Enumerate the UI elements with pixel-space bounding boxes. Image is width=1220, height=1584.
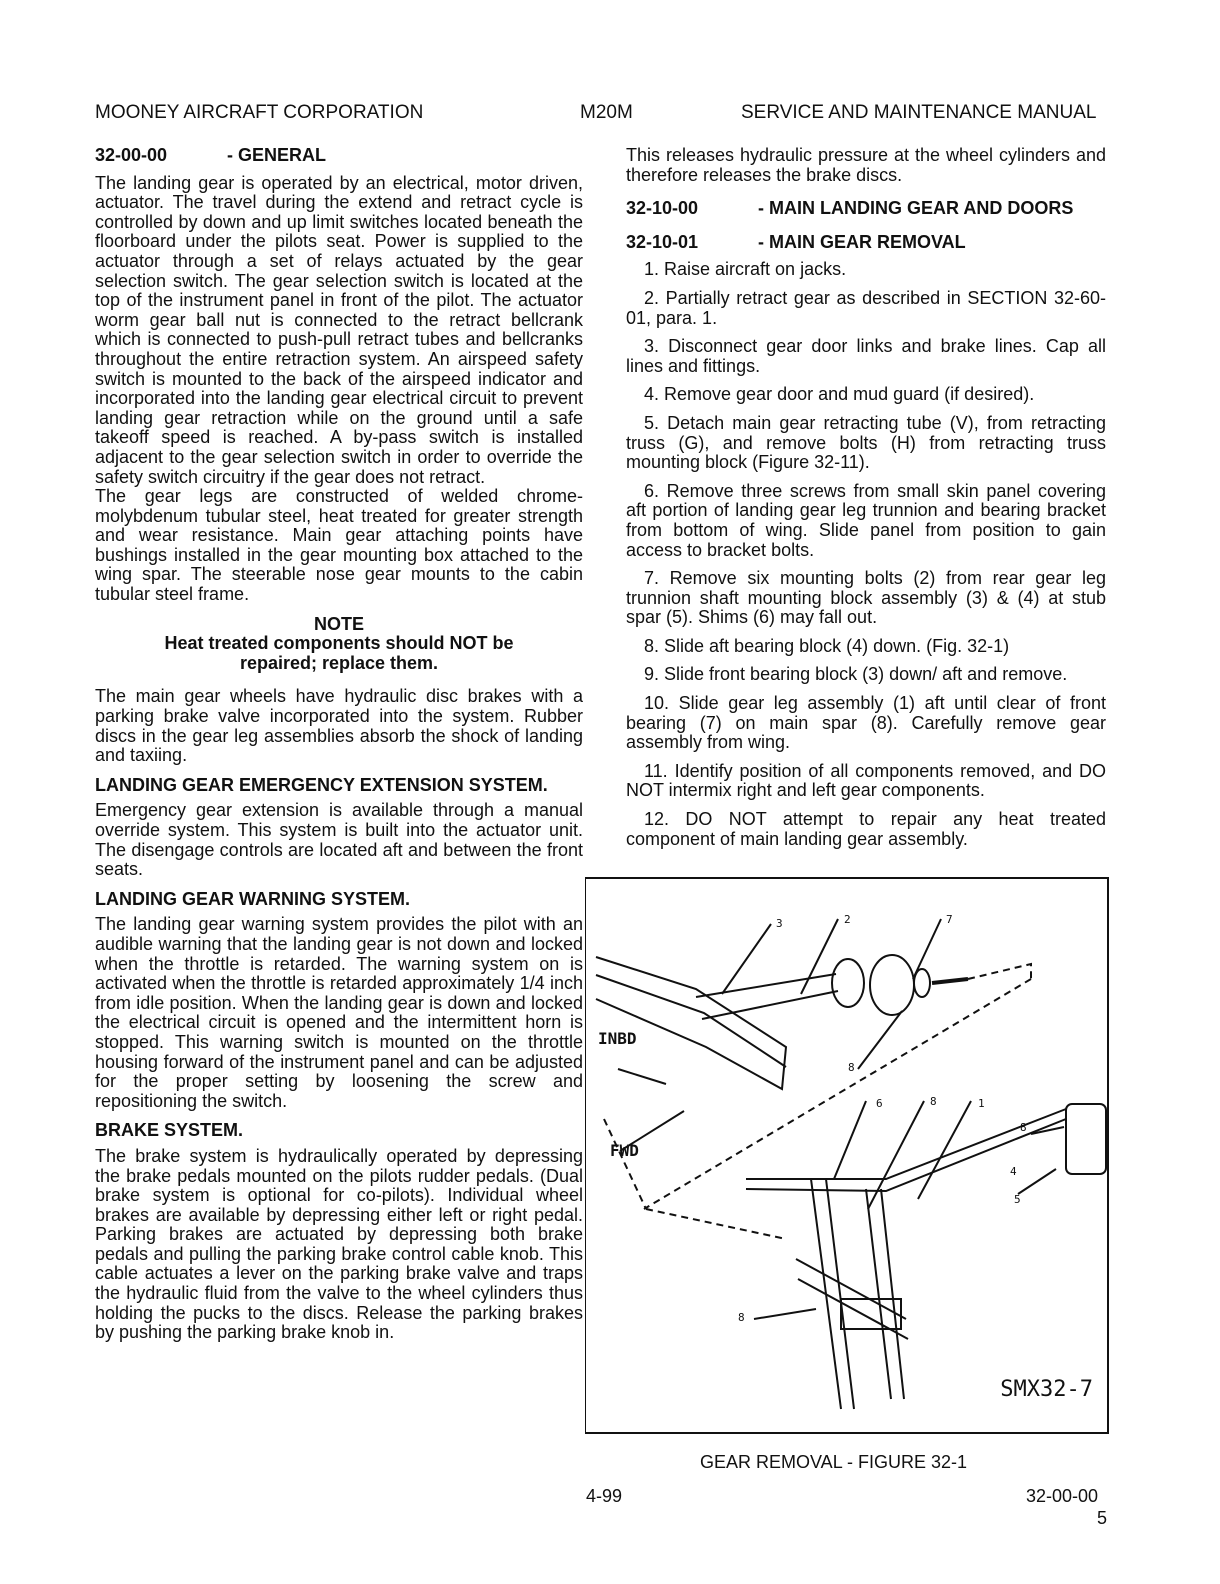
- trunnion-shaft: [696, 974, 838, 1019]
- note-line-2: repaired; replace them.: [239, 652, 439, 673]
- gear-removal-figure: [585, 877, 1109, 1434]
- note-line-1: Heat treated components should NOT be: [164, 633, 514, 654]
- note-title: NOTE: [313, 613, 364, 634]
- gear-leg-strut: [746, 1109, 1066, 1191]
- removal-step: 7. Remove six mounting bolts (2) from rear gear leg trunnion shaft mounting block assembly (3) & (4) at stub spar (5). Shims (6) may fall out.: [626, 568, 1106, 628]
- removal-step: 2. Partially retract gear as described in SECTION 32-60-01, para. 1.: [626, 287, 1106, 328]
- gear-leg-tube: [811, 1179, 854, 1409]
- callout-2: 2: [844, 913, 851, 926]
- wing-spar-shape: [596, 957, 786, 1089]
- mounting-bolt: [932, 979, 968, 983]
- bearing-disc: [870, 955, 914, 1015]
- header-manual: SERVICE AND MAINTENANCE MANUAL: [741, 102, 1097, 123]
- footer-page-left: 4-99: [586, 1486, 623, 1506]
- callout-8c: 8: [1020, 1121, 1027, 1134]
- callout-6: 6: [876, 1097, 883, 1110]
- section-code: 32-10-00: [626, 198, 699, 219]
- note-block: [95, 615, 583, 674]
- inbd-label: INBD: [598, 1029, 637, 1048]
- direction-arrows: [618, 1069, 684, 1151]
- callout-5: 5: [1014, 1193, 1021, 1206]
- warning-system-paragraph: The landing gear warning system provides the pilot with an audible warning that the landing gear is not down and locked when the throttle is retarded. The warning system on is activated when the throttle is retarded approximately 1/4 inch from idle position. When the landing gear is down and locked the electrical circuit is opened and the intermittent horn is stopped. This warning switch is mounted on the throttle housing forward of the instrument panel and can be adjusted for the proper setting by loosening the screw and repositioning the switch.: [95, 914, 583, 1111]
- callout-1: 1: [978, 1097, 985, 1110]
- footer-page-number: 5: [1097, 1508, 1108, 1528]
- callout-8b: 8: [930, 1095, 937, 1108]
- removal-step: 3. Disconnect gear door links and brake lines. Cap all lines and fittings.: [626, 336, 1106, 376]
- brake-system-paragraph: The brake system is hydraulically operated by depressing the brake pedals mounted on the pilots rudder pedals. (Dual brake system is optional for co-pilots). Individual wheel brakes are available by depressing either left or right pedal. Parking brakes are actuated by depressing both brake pedals and pulling the parking brake control cable knob. This cable actuates a lever on the parking brake valve and traps the hydraulic fluid from the valve to the wheel cylinders thus holding the pucks to the discs. Release the parking brakes by pushing the parking brake knob in.: [95, 1145, 583, 1343]
- callout-8d: 8: [738, 1311, 745, 1324]
- callout-leaders: [754, 1101, 1064, 1319]
- section-title: - GENERAL: [227, 145, 326, 165]
- assembly-guide-lines: [604, 964, 1031, 1239]
- callout-3: 3: [776, 917, 783, 930]
- footer-section: 32-00-00: [1026, 1486, 1099, 1506]
- removal-step: 6. Remove three screws from small skin panel covering aft portion of landing gear leg trunnion and bearing bracket from bottom of wing. Slide panel from position to gain access to bracket bolts.: [626, 480, 1106, 560]
- removal-step: 8. Slide aft bearing block (4) down. (Fig. 32-1): [644, 635, 1010, 656]
- figure-id: SMX32-7: [1000, 1377, 1093, 1402]
- removal-step: 11. Identify position of all components removed, and DO NOT intermix right and left gear components.: [626, 760, 1106, 801]
- gear-diagram: [586, 879, 1107, 1432]
- general-paragraph-1: The landing gear is operated by an electrical, motor driven, actuator. The travel during the extend and retract cycle is controlled by down and up limit switches located beneath the floorboard under the pilots seat. Power is supplied to the actuator through a set of relays actuated by the gear selection switch. The gear selection switch is located at the top of the instrument panel in front of the pilot. The actuator worm gear ball nut is connected to the retract bellcrank which is connected to push-pull retract tubes and bellcranks throughout the entire retraction system. An airspeed safety switch is mounted to the back of the airspeed indicator and incorporated into the landing gear electrical circuit to prevent landing gear retraction while on the ground until a safe takeoff speed is reached. A by-pass switch is installed adjacent to the gear selection switch in order to override the safety switch circuitry if the gear does not retract.: [95, 172, 583, 487]
- left-column: [95, 146, 583, 1353]
- removal-step: 12. DO NOT attempt to repair any heat treated component of main landing gear assembly.: [626, 809, 1106, 849]
- removal-step: 10. Slide gear leg assembly (1) aft until clear of front bearing (7) on main spar (8). Carefully remove gear assembly from wing.: [626, 693, 1106, 753]
- fwd-label: FWD: [610, 1141, 639, 1160]
- section-gear-removal-heading: [626, 233, 1106, 253]
- removal-step: 5. Detach main gear retracting tube (V), from retracting truss (G), and remove bolts (H) from retracting truss mounting block (Figure 32-11).: [626, 412, 1106, 473]
- brakes-paragraph: The main gear wheels have hydraulic disc brakes with a parking brake valve incorporated into the system. Rubber discs in the gear leg assemblies absorb the shock of landing and taxiing.: [95, 686, 583, 766]
- warning-system-heading: LANDING GEAR WARNING SYSTEM.: [95, 888, 411, 909]
- callout-7: 7: [946, 913, 953, 926]
- removal-step: 1. Raise aircraft on jacks.: [644, 259, 847, 280]
- callout-4: 4: [1010, 1165, 1017, 1178]
- section-title: - MAIN GEAR REMOVAL: [758, 231, 966, 252]
- figure-caption: GEAR REMOVAL - FIGURE 32-1: [700, 1452, 968, 1472]
- section-code: 32-00-00: [95, 145, 168, 165]
- section-title: - MAIN LANDING GEAR AND DOORS: [758, 198, 1074, 219]
- right-column: [626, 146, 1106, 858]
- section-code: 32-10-01: [626, 231, 699, 252]
- general-paragraph-2: The gear legs are constructed of welded chrome-molybdenum tubular steel, heat treated for greater strength and wear resistance. Main gear attaching points have bushings installed in the gear mounting box attached to the wing spar. The steerable nose gear mounts to the cabin tubular steel frame.: [95, 486, 583, 605]
- bearing-block: [1066, 1104, 1106, 1174]
- callout-8: 8: [848, 1061, 855, 1074]
- brake-system-heading: BRAKE SYSTEM.: [95, 1120, 244, 1141]
- header-model: M20M: [580, 102, 633, 123]
- gear-leg-brace: [866, 1189, 904, 1399]
- bearing-washer: [832, 959, 864, 1007]
- section-main-gear-heading: [626, 199, 1106, 219]
- gear-mount-block: [841, 1299, 901, 1329]
- emergency-extension-paragraph: Emergency gear extension is available through a manual override system. This system is built into the actuator unit. The disengage controls are located aft and between the front seats.: [95, 800, 583, 880]
- wing-spar-edge: [596, 975, 786, 1067]
- removal-step: 9. Slide front bearing block (3) down/ aft and remove.: [644, 664, 1068, 685]
- header-company: MOONEY AIRCRAFT CORPORATION: [95, 102, 424, 123]
- emergency-extension-heading: LANDING GEAR EMERGENCY EXTENSION SYSTEM.: [95, 774, 548, 795]
- brake-release-paragraph: This releases hydraulic pressure at the wheel cylinders and therefore releases the brake discs.: [626, 145, 1106, 185]
- removal-step: 4. Remove gear door and mud guard (if desired).: [644, 384, 1035, 405]
- section-general-heading: [95, 146, 583, 166]
